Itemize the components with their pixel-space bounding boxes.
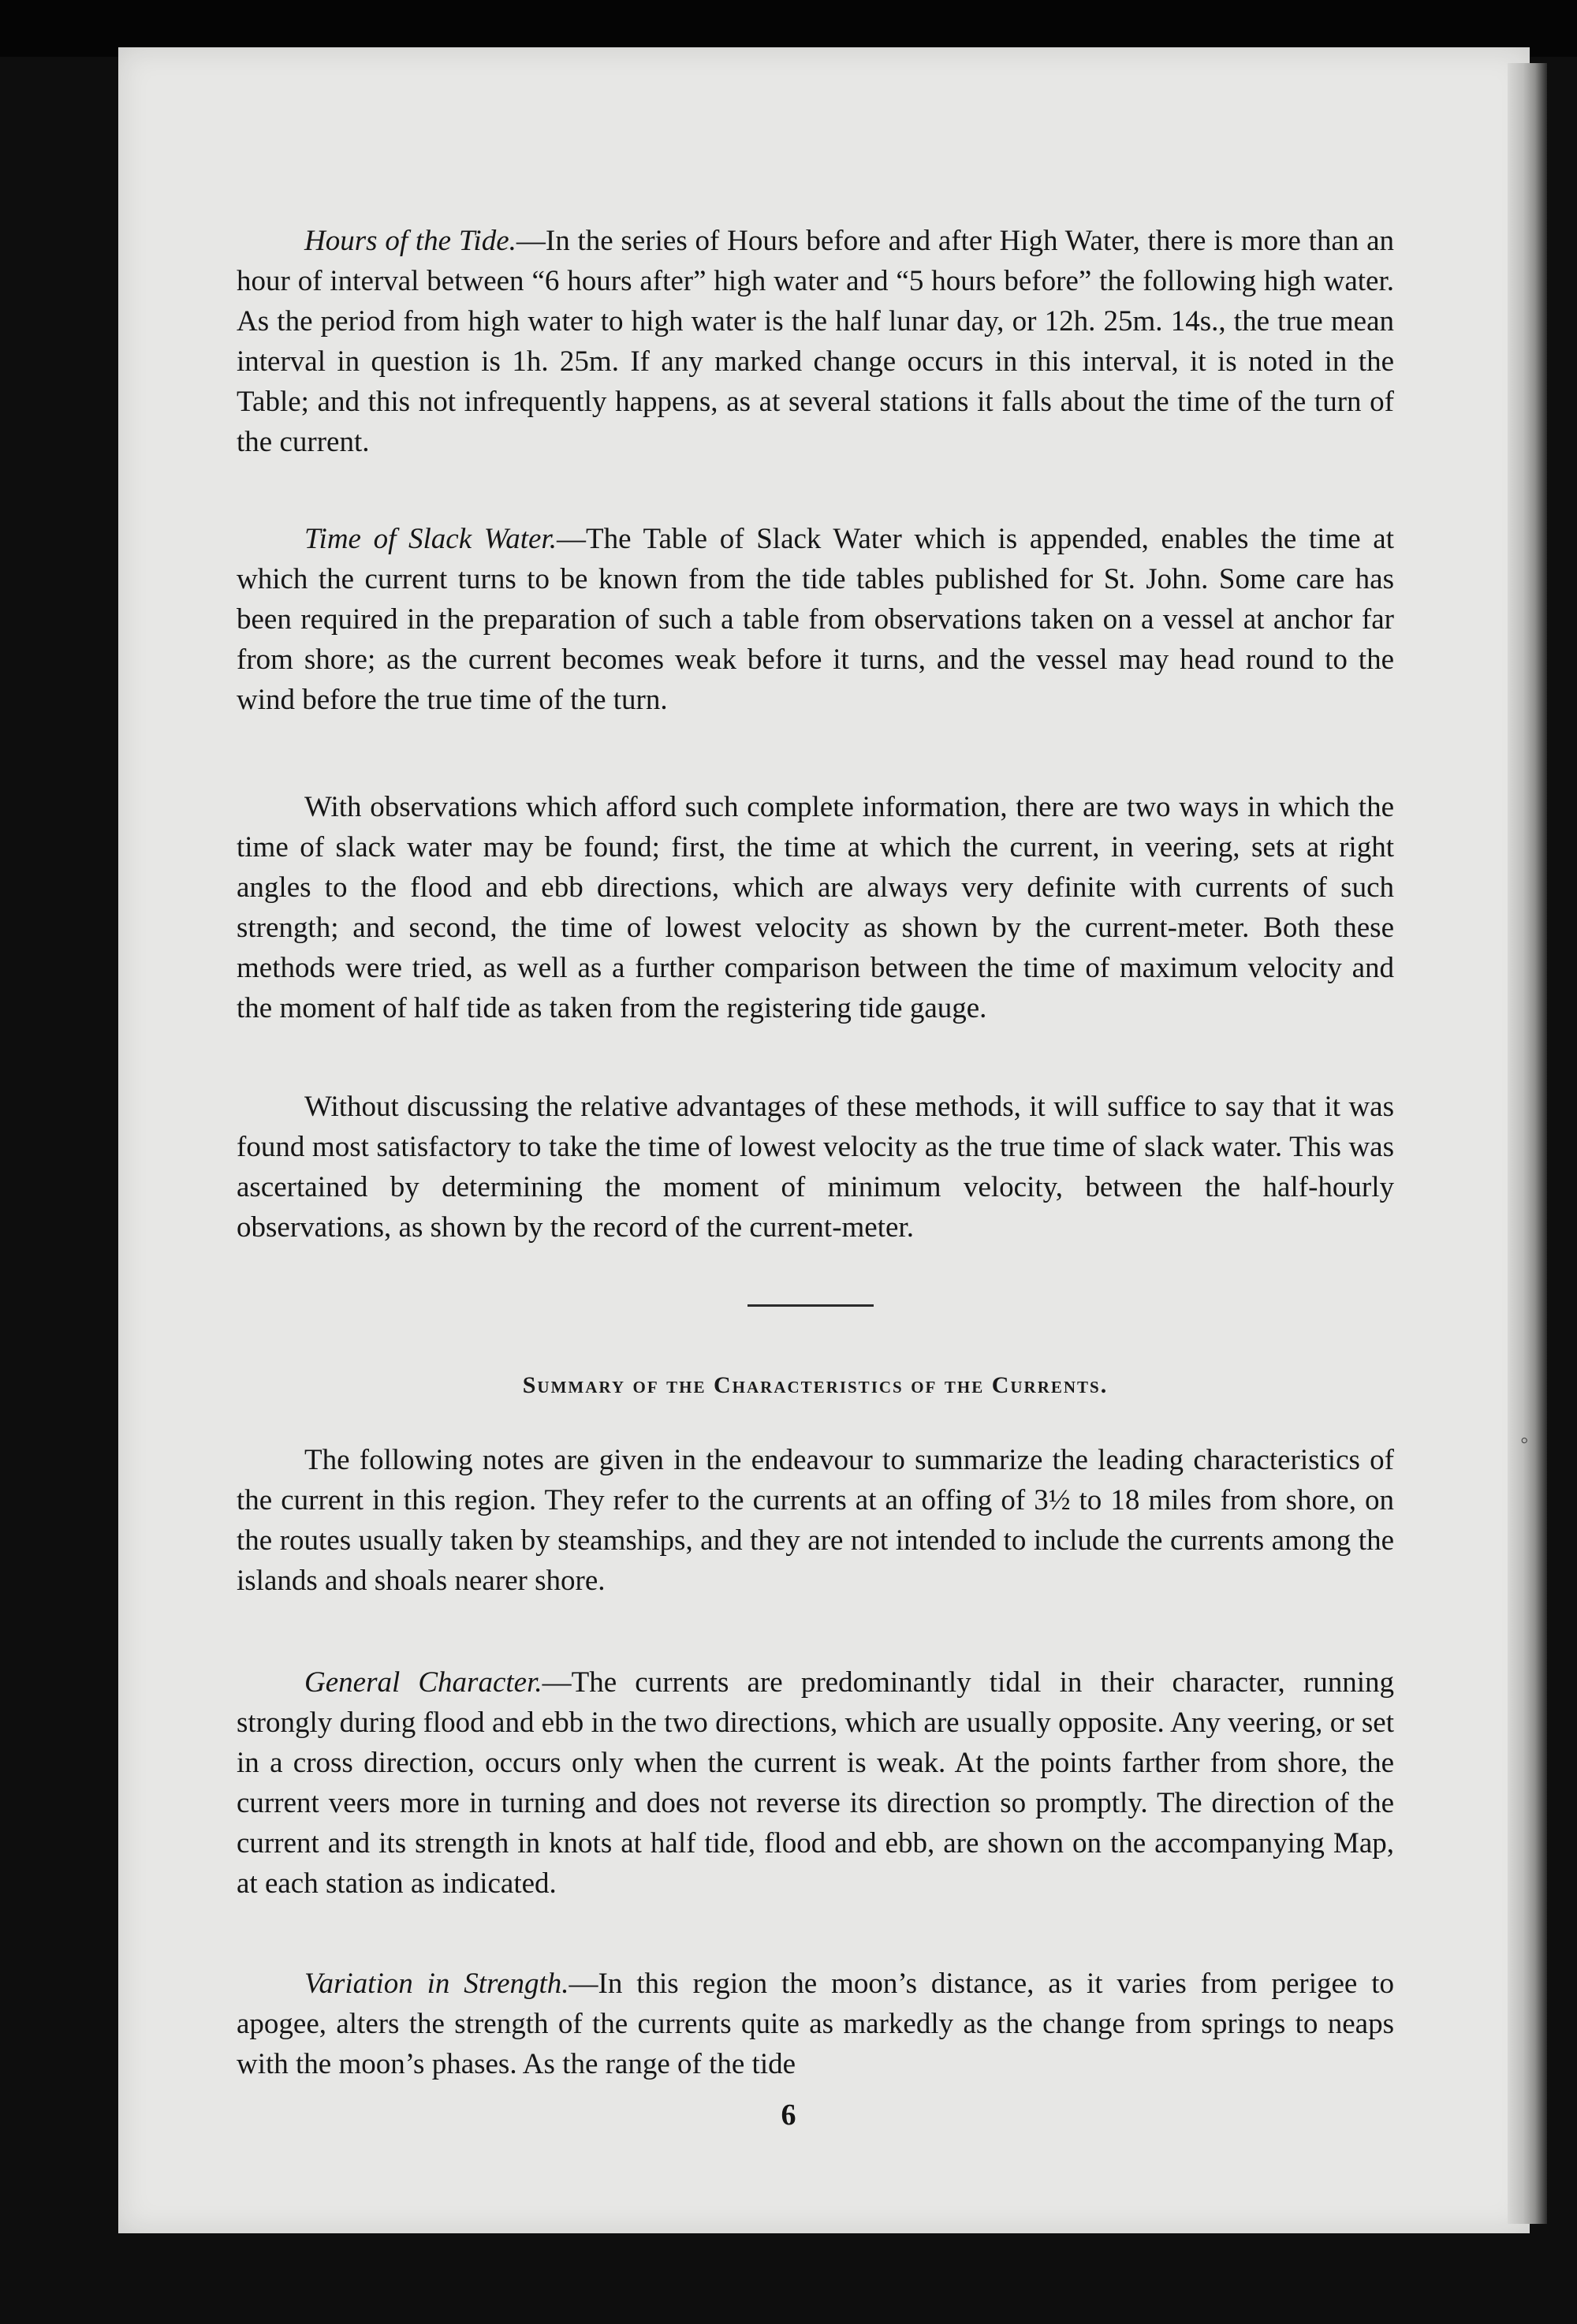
paragraph-lead: General Character. [304,1666,542,1699]
page-edge-shadow [1508,63,1547,2224]
paragraph-hours-of-tide [237,221,1394,462]
paragraph-text: The following notes are given in the endeavour to summarize the leading characteristics of the current in this region. They refer to the currents at an offing of 3½ to 18 miles from shore, on the routes usually taken by steamships, and they are not intended to include the currents among the islands and shoals nearer shore. [237,1444,1394,1597]
paragraph-methods [237,1087,1394,1248]
page-number: 6 [781,2098,796,2132]
paragraph-text: —The currents are predominantly tidal in their character, running strongly during flood and ebb in the two directions, which are usually opposite. Any veering, or set in a cross direction, occurs only when the current is weak. At the points farther from shore, the current veers more in turning and does not reverse its direction so promptly. The direction of the current and its strength in knots at half tide, flood and ebb, are shown on the accompanying Map, at each station as indicated. [237,1666,1395,1900]
paragraph-text: —The Table of Slack Water which is appended, enables the time at which the current turns to be known from the tide tables published for St. John. Some care has been required in the preparation of such a table from observations taken on a vessel at anchor far from shore; as the current becomes weak before it turns, and the vessel may head round to the wind before the true time of the turn. [237,523,1394,716]
paragraph-slack-water [237,519,1394,720]
paragraph-lead: Hours of the Tide. [304,225,516,257]
section-divider [747,1304,874,1307]
paragraph-general-character [237,1662,1394,1904]
section-heading: Summary of the Characteristics of the Currents. [522,1372,1109,1398]
paragraph-observations [237,787,1394,1028]
paragraph-lead: Time of Slack Water. [304,523,557,555]
paragraph-text: With observations which afford such complete information, there are two ways in which the time of slack water may be found; first, the time at which the current, in veering, sets at right angles to the flood and ebb directions, which are always very definite with currents of such strength; and second, the time of lowest velocity as shown by the current-meter. Both these methods were tried, as well as a further comparison between the time of maximum velocity and the moment of half tide as taken from the registering tide gauge. [237,791,1394,1024]
paragraph-text: —In this region the moon’s distance, as it varies from perigee to apogee, alters the strength of the currents quite as markedly as the change from springs to neaps with the moon’s phases. As the range of the tide [237,1968,1394,2080]
paragraph-text: Without discussing the relative advantages of these methods, it will suffice to say that it was found most satisfactory to take the time of lowest velocity as the true time of slack water. This was ascertained by determining the moment of minimum velocity, between the half-hourly observations, as shown by the record of the current-meter. [237,1091,1394,1244]
paragraph-text: —In the series of Hours before and after High Water, there is more than an hour of interval between “6 hours after” high water and “5 hours before” the following high water. As the period from high water to high water is the half lunar day, or 12h. 25m. 14s., the true mean interval in question is 1h. 25m. If any marked change occurs in this interval, it is noted in the Table; and this not infrequently happens, as at several stations it falls about the time of the turn of the current. [237,225,1394,458]
paragraph-lead: Variation in Strength. [304,1968,569,2000]
paragraph-summary-intro [237,1440,1394,1601]
paragraph-variation-strength [237,1964,1394,2084]
margin-smudge: ◦ [1520,1427,1529,1453]
